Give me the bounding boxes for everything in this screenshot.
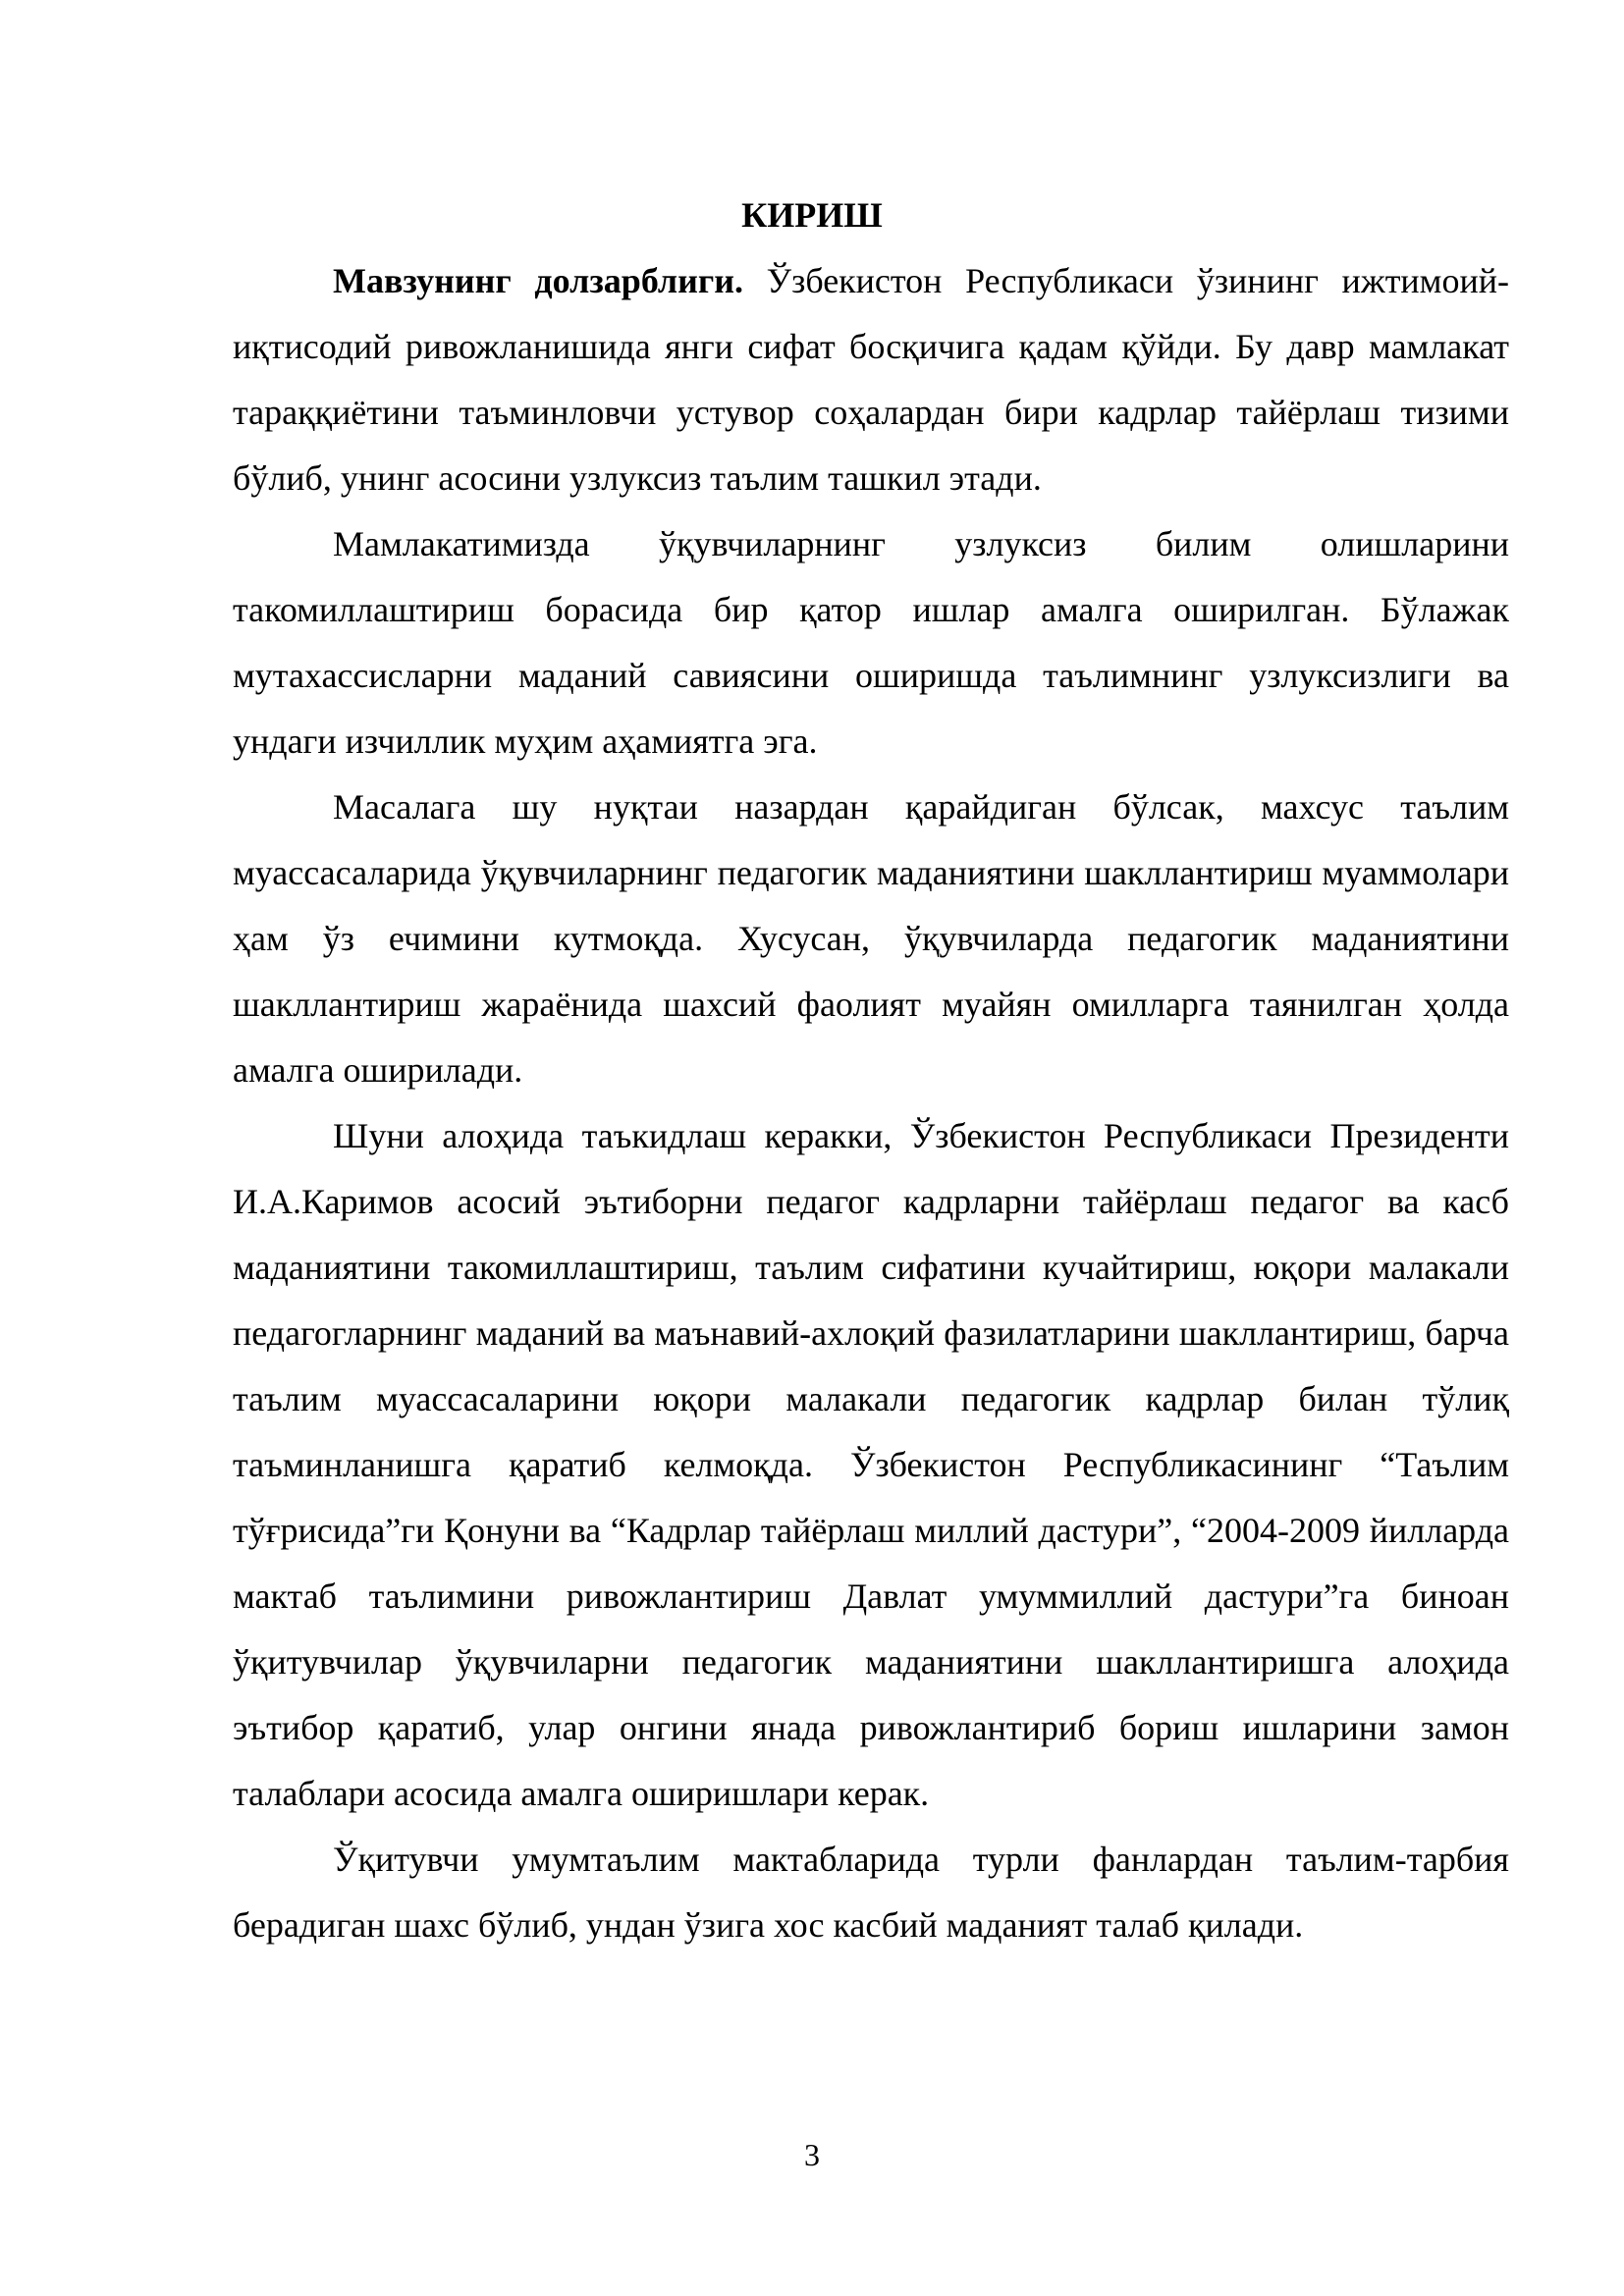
paragraph-pedagogical-culture [233,774,1509,1103]
section-title: КИРИШ [741,195,883,235]
body-text [233,248,1509,1958]
paragraph-text: Шуни алоҳида таъкидлаш керакки, Ўзбекистон Республикаси Президенти И.А.Каримов асосий эътиборни педагог кадрларни тайёрлаш педагог ва касб маданиятини такомиллаштириш, таълим сифатини кучайтириш, юқори малакали педагогларнинг маданий ва маънавий-ахлоқий фазилатларини шакллантириш, барча таълим муассасаларини юқори малакали педагогик кадрлар билан тўлиқ таъминланишга қаратиб келмоқда. Ўзбекистон Республикасининг “Таълим тўғрисида”ги Қонуни ва “Кадрлар тайёрлаш миллий дастури”, “2004-2009 йилларда мактаб таълимини ривожлантириш Давлат умуммиллий дастури”га биноан ўқитувчилар ўқувчиларни педагогик маданиятини шакллантиришга алоҳида эътибор қаратиб, улар онгини янада ривожлантириб бориш ишларини замон талаблари асосида амалга оширишлари керак. [233,1116,1509,1813]
paragraph-text: Ўқитувчи умумтаълим мактабларида турли фанлардан таълим-тарбия берадиган шахс бўлиб, ундан ўзига хос касбий маданият талаб қилади. [233,1840,1509,1945]
paragraph-text: Масалага шу нуқтаи назардан қарайдиган бўлсак, махсус таълим муассасаларида ўқувчиларнинг педагогик маданиятини шакллантириш муаммолари ҳам ўз ечимини кутмоқда. Хусусан, ўқувчиларда педагогик маданиятини шакллантириш жараёнида шахсий фаолият муайян омилларга таянилган ҳолда амалга оширилади. [233,787,1509,1090]
paragraph-text: Ўзбекистон Республикаси ўзининг ижтимоий-иқтисодий ривожланишида янги сифат босқичига қадам қўйди. Бу давр мамлакат тараққиётини таъминловчи устувор соҳалардан бири кадрлар тайёрлаш тизими бўлиб, унинг асосини узлуксиз таълим ташкил этади. [233,261,1509,498]
paragraph-relevance [233,248,1509,511]
paragraph-president-attention [233,1103,1509,1827]
paragraph-continuous-education [233,511,1509,774]
page-number: 3 [804,2137,820,2172]
paragraph-lead: Мавзунинг долзарблиги. [333,261,743,300]
paragraph-text: Мамлакатимизда ўқувчиларнинг узлуксиз билим олишларини такомиллаштириш борасида бир қатор ишлар амалга оширилган. Бўлажак мутахассисларни маданий савиясини оширишда таълимнинг узлуксизлиги ва ундаги изчиллик муҳим аҳамиятга эга. [233,524,1509,761]
paragraph-teacher [233,1827,1509,1958]
